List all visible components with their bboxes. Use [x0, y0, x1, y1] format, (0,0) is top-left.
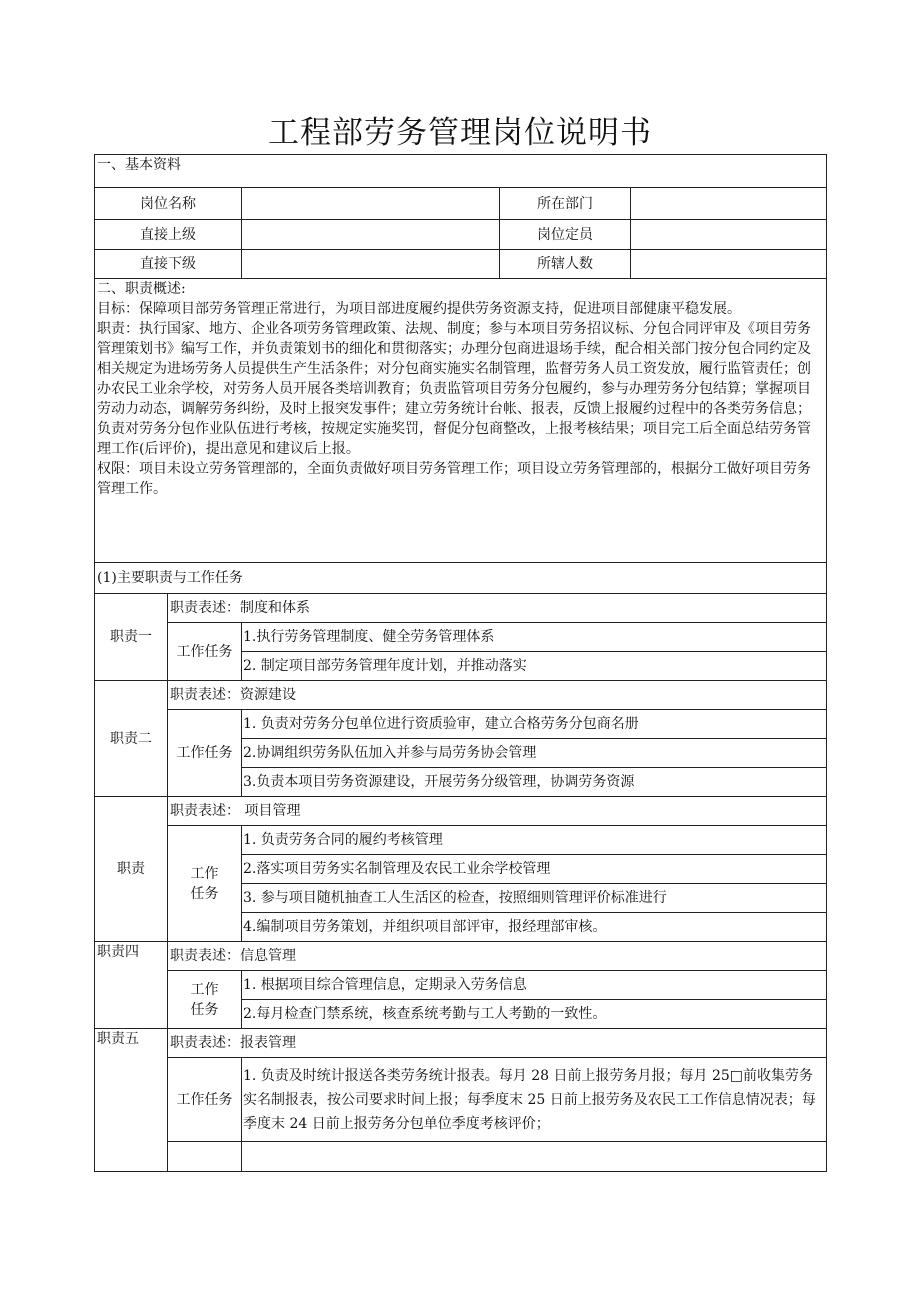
direct-superior-value — [242, 220, 500, 250]
responsibilities-overview — [95, 279, 827, 563]
position-name-label: 岗位名称 — [95, 188, 242, 220]
headcount-label: 岗位定员 — [500, 220, 631, 250]
duty-3-task-3: 3. 参与项目随机抽查工人生活区的检查，按照细则管理评价标准进行 — [242, 884, 827, 913]
headcount-value — [631, 220, 827, 250]
duty-2-task-1: 1. 负责对劳务分包单位进行资质验审，建立合格劳务分包商名册 — [242, 710, 827, 739]
duty-4-task-2: 2.每月检查门禁系统，核查系统考勤与工人考勤的一致性。 — [242, 1000, 827, 1029]
overview-authority: 权限：项目未设立劳务管理部的，全面负责做好项目劳务管理工作；项目设立劳务管理部的，根据分工做好项目劳务管理工作。 — [97, 461, 811, 497]
duty-1-name: 职责一 — [95, 594, 168, 681]
direct-superior-label: 直接上级 — [95, 220, 242, 250]
duty-2-task-2: 2.协调组织劳务队伍加入并参与局劳务协会管理 — [242, 739, 827, 768]
duties-heading: (1)主要职责与工作任务 — [95, 563, 827, 594]
direct-subordinate-value — [242, 250, 500, 279]
section-basic-heading: 一、基本资料 — [95, 155, 827, 188]
duty-1-task-2: 2. 制定项目部劳务管理年度计划，并推动落实 — [242, 652, 827, 681]
duty-5-task-label: 工作任务 — [168, 1058, 242, 1142]
duty-5-task-1: 1. 负责及时统计报送各类劳务统计报表。每月 28 日前上报劳务月报；每月 25□前收集劳务实名制报表，按公司要求时间上报；每季度末 25 日前上报劳务及农民工工作信息情况表；每季度末 24 日前上报劳务分包单位季度考核评价； — [242, 1058, 827, 1142]
duty-3-name: 职责 — [95, 797, 168, 942]
department-label: 所在部门 — [500, 188, 631, 220]
direct-subordinate-label: 直接下级 — [95, 250, 242, 279]
duty-4-task-1: 1. 根据项目综合管理信息，定期录入劳务信息 — [242, 971, 827, 1000]
duty-2-task-3: 3.负责本项目劳务资源建设，开展劳务分级管理，协调劳务资源 — [242, 768, 827, 797]
duty-1-task-1: 1.执行劳务管理制度、健全劳务管理体系 — [242, 623, 827, 652]
duty-5-name: 职责五 — [95, 1029, 168, 1172]
duty-4-task-label: 工作 任务 — [168, 971, 242, 1029]
duty-1-statement: 职责表述：制度和体系 — [168, 594, 827, 623]
overview-goal: 目标：保障项目部劳务管理正常进行，为项目部进度履约提供劳务资源支持，促进项目部健康平稳发展。 — [97, 301, 741, 317]
duty-5-statement: 职责表述：报表管理 — [168, 1029, 827, 1058]
duty-2-name: 职责二 — [95, 681, 168, 797]
basic-info-table — [94, 154, 827, 563]
duties-table — [94, 562, 827, 1172]
staff-count-label: 所辖人数 — [500, 250, 631, 279]
duty-3-task-2: 2.落实项目劳务实名制管理及农民工业余学校管理 — [242, 855, 827, 884]
department-value — [631, 188, 827, 220]
duty-3-task-1: 1. 负责劳务合同的履约考核管理 — [242, 826, 827, 855]
duty-5-empty-label — [168, 1142, 242, 1172]
duty-1-task-label: 工作任务 — [168, 623, 242, 681]
staff-count-value — [631, 250, 827, 279]
duty-2-statement: 职责表述：资源建设 — [168, 681, 827, 710]
position-name-value — [242, 188, 500, 220]
duty-5-empty-task — [242, 1142, 827, 1172]
duty-3-statement: 职责表述： 项目管理 — [168, 797, 827, 826]
document-title: 工程部劳务管理岗位说明书 — [268, 115, 652, 151]
overview-duty: 职责：执行国家、地方、企业各项劳务管理政策、法规、制度；参与本项目劳务招议标、分包合同评审及《项目劳务管理策划书》编写工作，并负责策划书的细化和贯彻落实；办理分包商进退场手续，配合相关部门按分包合同约定及相关规定为进场劳务人员提供生产生活条件；对分包商实施实名制管理，监督劳务人员工资发放，履行监管责任；创办农民工业余学校，对劳务人员开展各类培训教育；负责监管项目劳务分包履约，参与办理劳务分包结算；掌握项目劳动力动态，调解劳务纠纷，及时上报突发事件；建立劳务统计台帐、报表，反馈上报履约过程中的各类劳务信息；负责对劳务分包作业队伍进行考核，按规定实施奖罚，督促分包商整改，上报考核结果；项目完工后全面总结劳务管理工作(后评价)，提出意见和建议后上报。 — [97, 321, 811, 457]
duty-3-task-label: 工作 任务 — [168, 826, 242, 942]
duty-4-name: 职责四 — [95, 942, 168, 1029]
duty-3-task-4: 4.编制项目劳务策划，并组织项目部评审，报经理部审核。 — [242, 913, 827, 942]
overview-heading: 二、职责概述: — [97, 281, 186, 297]
duty-2-task-label: 工作任务 — [168, 710, 242, 797]
duty-4-statement: 职责表述：信息管理 — [168, 942, 827, 971]
